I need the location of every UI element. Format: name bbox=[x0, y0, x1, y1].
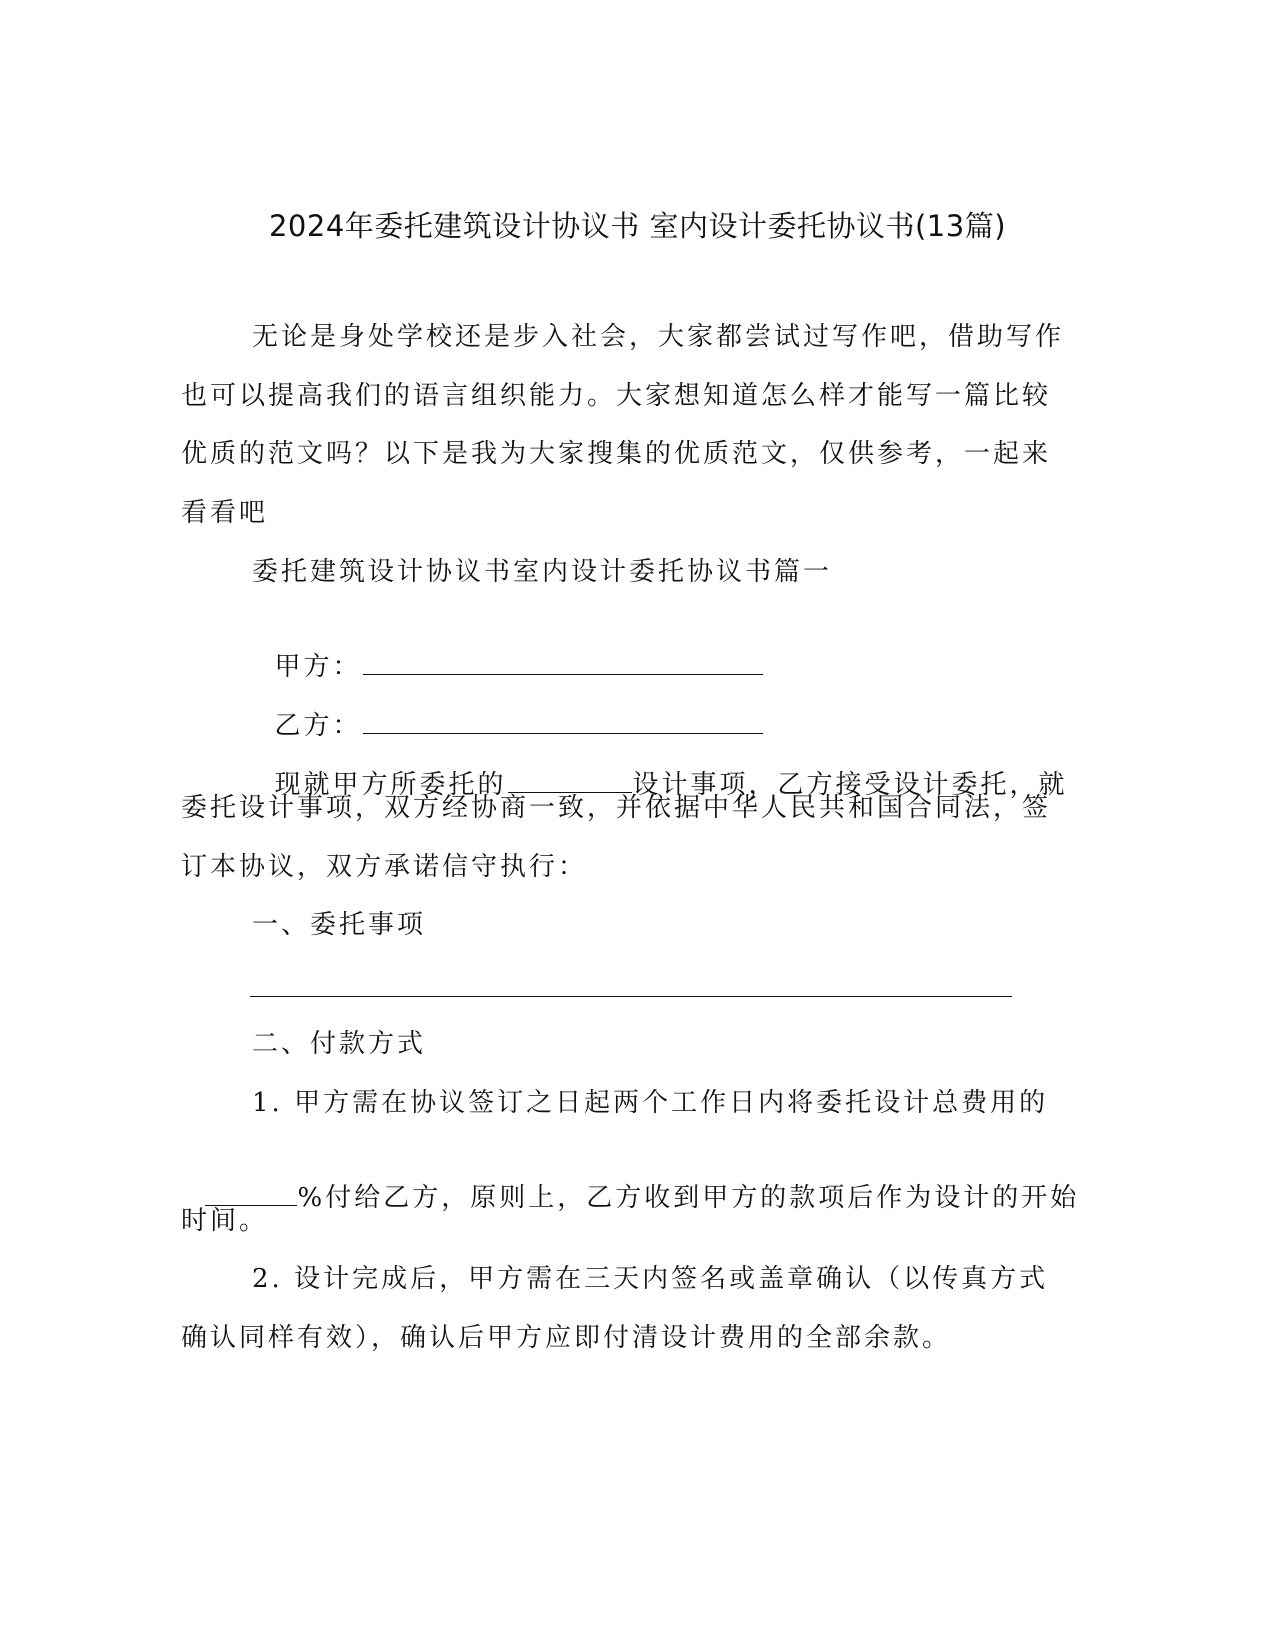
party-b-label: 乙方： bbox=[274, 711, 362, 741]
section-2-heading: 二、付款方式 bbox=[252, 1029, 427, 1059]
intro-line-4: 看看吧 bbox=[181, 498, 269, 528]
clause-1-line-2 bbox=[181, 1145, 1079, 1215]
clause-2-line-2: 确认同样有效），确认后甲方应即付清设计费用的全部余款。 bbox=[181, 1323, 952, 1353]
design-item-blank bbox=[508, 766, 632, 793]
preamble-line-1-start: 现就甲方所委托的 bbox=[274, 770, 507, 800]
entrusted-matters-blank-line bbox=[250, 996, 1012, 997]
party-a-blank bbox=[363, 648, 763, 675]
preamble-line-1-end: 设计事项，乙方接受设计委托，就 bbox=[632, 770, 1068, 800]
clause-1-line-3: 时间。 bbox=[181, 1206, 269, 1236]
preamble-line-3: 订本协议，双方承诺信守执行： bbox=[181, 852, 588, 882]
party-b-blank bbox=[363, 707, 763, 734]
clause-2-line-1: 2. 设计完成后，甲方需在三天内签名或盖章确认（以传真方式 bbox=[252, 1264, 1049, 1294]
intro-line-1: 无论是身处学校还是步入社会，大家都尝试过写作吧，借助写作 bbox=[252, 322, 1065, 352]
clause-1-line-1: 1. 甲方需在协议签订之日起两个工作日内将委托设计总费用的 bbox=[252, 1088, 1049, 1118]
chapter-heading: 委托建筑设计协议书室内设计委托协议书篇一 bbox=[252, 557, 833, 587]
intro-line-2: 也可以提高我们的语言组织能力。大家想知道怎么样才能写一篇比较 bbox=[181, 381, 1052, 411]
intro-line-3: 优质的范文吗？以下是我为大家搜集的优质范文，仅供参考，一起来 bbox=[181, 439, 1052, 469]
preamble-line-2: 委托设计事项，双方经协商一致，并依据中华人民共和国合同法，签 bbox=[181, 793, 1052, 823]
document-title: 2024年委托建筑设计协议书 室内设计委托协议书(13篇) bbox=[268, 209, 1007, 243]
party-a-label: 甲方： bbox=[274, 652, 362, 682]
section-1-heading: 一、委托事项 bbox=[252, 910, 427, 940]
percentage-blank bbox=[205, 1179, 297, 1206]
clause-1-line-2-text: %付给乙方，原则上，乙方收到甲方的款项后作为设计的开始 bbox=[297, 1183, 1080, 1213]
